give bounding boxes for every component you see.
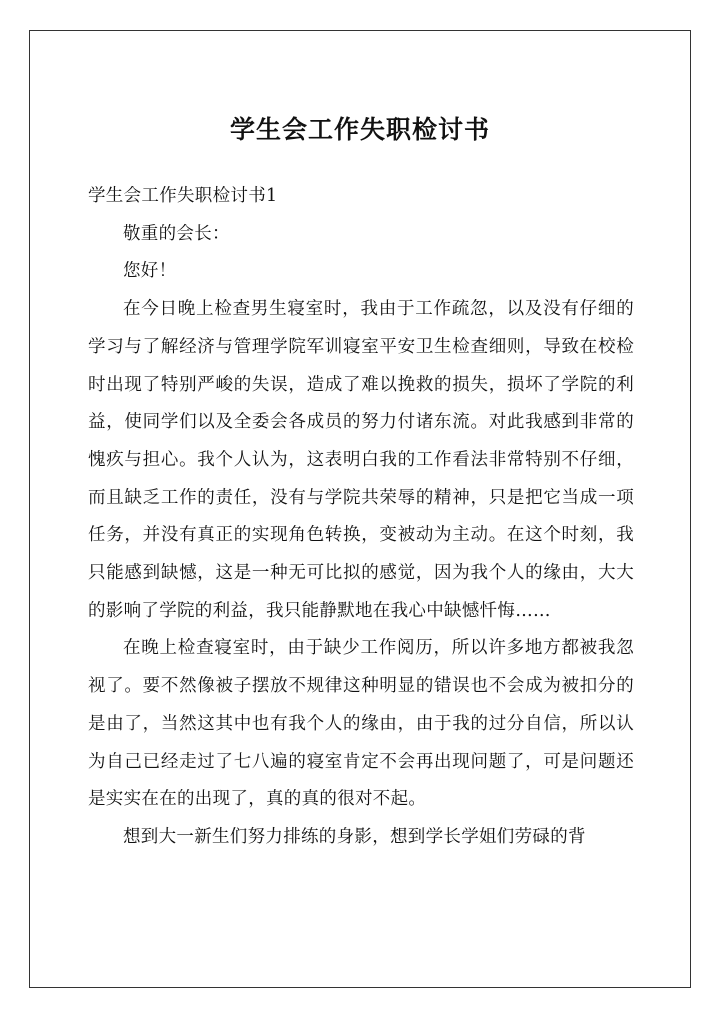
body-paragraph-2: 在晚上检查寝室时，由于缺少工作阅历，所以许多地方都被我忽视了。要不然像被子摆放不规律这种明显的错误也不会成为被扣分的是由了，当然这其中也有我个人的缘由，由于我的过分自信，所以认为自己已经走过了七八遍的寝室肯定不会再出现问题了，可是问题还是实实在在的出现了，真的真的很对不起。 (88, 638, 634, 810)
body-paragraph-1: 在今日晚上检查男生寝室时，我由于工作疏忽，以及没有仔细的学习与了解经济与管理学院军训寝室平安卫生检查细则，导致在校检时出现了特别严峻的失误，造成了难以挽救的损失，损坏了学院的利益，使同学们以及全委会各成员的努力付诸东流。对此我感到非常的愧疚与担心。我个人认为，这表明白我的工作看法非常特别不仔细，而且缺乏工作的责任，没有与学院共荣辱的精神，只是把它当成一项任务，并没有真正的实现角色转换，变被动为主动。在这个时刻，我只能感到缺憾，这是一种无可比拟的感觉，因为我个人的缘由，大大的影响了学院的利益，我只能静默地在我心中缺憾忏悔…… (88, 299, 634, 621)
document-title: 学生会工作失职检讨书 (229, 115, 490, 144)
document-body (88, 178, 634, 857)
salutation: 敬重的会长： (123, 223, 230, 244)
section-heading: 学生会工作失职检讨书1 (88, 186, 278, 206)
body-paragraph-3: 想到大一新生们努力排练的身影，想到学长学姐们劳碌的背 (123, 826, 586, 847)
greeting: 您好！ (123, 261, 177, 282)
